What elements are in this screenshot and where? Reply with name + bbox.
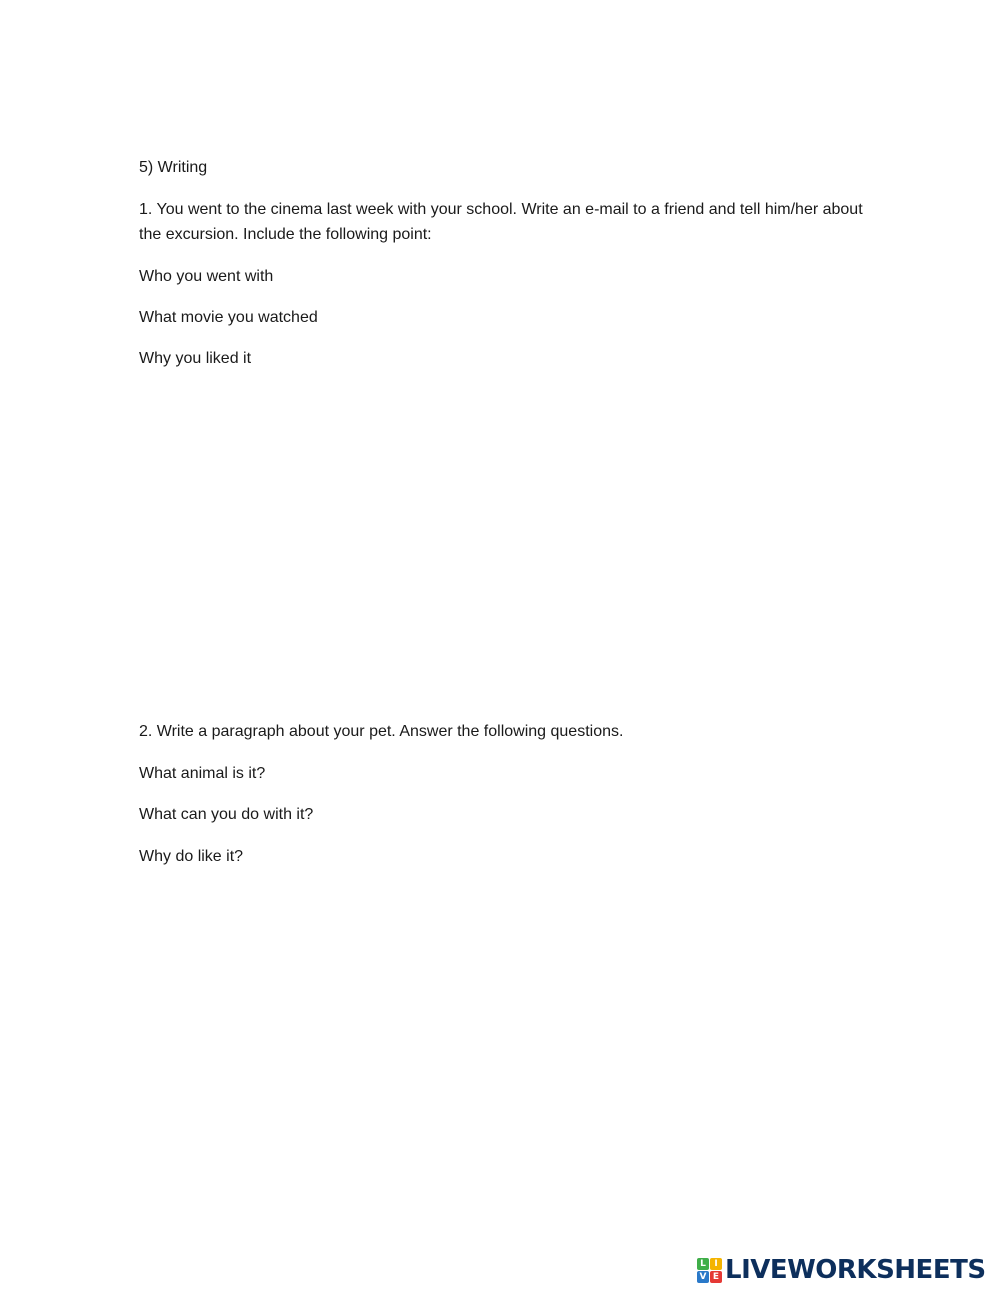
logo-block-e: E bbox=[710, 1271, 722, 1283]
task2-point-1: What animal is it? bbox=[139, 765, 266, 782]
logo-text: LIVEWORKSHEETS bbox=[725, 1255, 986, 1285]
section-heading: 5) Writing bbox=[139, 159, 208, 176]
task2-prompt: 2. Write a paragraph about your pet. Answer the following questions. bbox=[139, 723, 624, 740]
task1-point-3: Why you liked it bbox=[139, 350, 252, 367]
logo-block-l: L bbox=[697, 1258, 709, 1270]
task2-point-2: What can you do with it? bbox=[139, 806, 314, 823]
task1-point-2: What movie you watched bbox=[139, 309, 318, 326]
task1-prompt: 1. You went to the cinema last week with your school. Write an e-mail to a friend and tell him/her about the excursion. Include the following point: bbox=[139, 201, 863, 243]
logo-block-i: I bbox=[710, 1258, 722, 1270]
logo-block-v: V bbox=[697, 1271, 709, 1283]
task2-point-3: Why do like it? bbox=[139, 848, 244, 865]
task1-point-1: Who you went with bbox=[139, 268, 274, 285]
liveworksheets-logo bbox=[697, 1255, 986, 1285]
logo-blocks-icon bbox=[697, 1258, 722, 1283]
